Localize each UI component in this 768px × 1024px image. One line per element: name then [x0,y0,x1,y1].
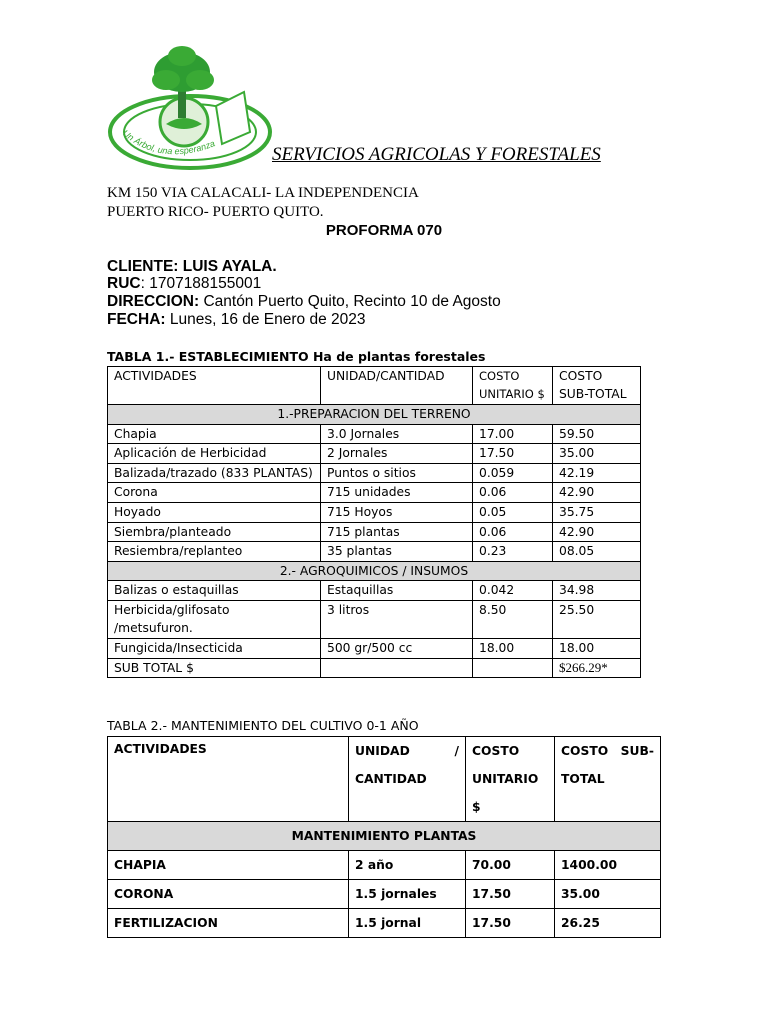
header-cell: UNIDAD/CANTIDAD [321,367,473,405]
table-cell: 0.06 [473,483,553,503]
table-cell: 1.5 jornales [349,880,466,909]
table-cell: 34.98 [553,581,641,601]
table-cell: 0.059 [473,463,553,483]
table-cell: Balizas o estaquillas [108,581,321,601]
table-cell: 08.05 [553,542,641,562]
header-cell: UNIDAD / CANTIDAD [349,737,466,822]
table-cell: 35.00 [555,880,661,909]
table-cell: Hoyado [108,502,321,522]
table-cell: 3 litros [321,600,473,638]
table-cell: 0.23 [473,542,553,562]
table-header-row [108,737,661,822]
table-cell: FERTILIZACION [108,909,349,938]
table-row [108,424,641,444]
table-cell: Aplicación de Herbicidad [108,444,321,464]
header-cell: COSTO SUB-TOTAL [553,367,641,405]
table-cell: 1400.00 [555,851,661,880]
table-cell: 35.75 [553,502,641,522]
subtotal-label: SUB TOTAL $ [108,658,321,678]
table-row [108,542,641,562]
header-cell: ACTIVIDADES [108,367,321,405]
table-row [108,880,661,909]
table-cell: Herbicida/glifosato /metsufuron. [108,600,321,638]
table-cell: 715 Hoyos [321,502,473,522]
table-cell: 18.00 [553,638,641,658]
table-cell: Chapia [108,424,321,444]
address-line-2: PUERTO RICO- PUERTO QUITO. [107,204,324,220]
table-row [108,909,661,938]
header-cell: COSTO SUB- TOTAL [555,737,661,822]
client-name: CLIENTE: LUIS AYALA. [107,258,277,275]
table-header-row [108,367,641,405]
table-cell: Resiembra/replanteo [108,542,321,562]
table-cell: 59.50 [553,424,641,444]
table-mantenimiento [107,736,661,938]
table-cell: 2 año [349,851,466,880]
section1-rows [108,424,641,561]
table-cell: 500 gr/500 cc [321,638,473,658]
table-cell: 35.00 [553,444,641,464]
table-cell: Estaquillas [321,581,473,601]
logo-slogan: Un Árbol, una esperanza [120,127,217,157]
table-row [108,600,641,638]
table-cell: Fungicida/Insecticida [108,638,321,658]
header-cell: COSTO UNITARIO $ [466,737,555,822]
table-cell: 0.06 [473,522,553,542]
table-cell: 0.05 [473,502,553,522]
table-cell: 3.0 Jornales [321,424,473,444]
section-row: 1.-PREPARACION DEL TERRENO [108,405,641,425]
table-row [108,444,641,464]
section-row: 2.- AGROQUIMICOS / INSUMOS [108,561,641,581]
table-cell: 2 Jornales [321,444,473,464]
table-establecimiento [107,366,641,678]
table-cell: 42.19 [553,463,641,483]
table-cell: 715 plantas [321,522,473,542]
address-line-1: KM 150 VIA CALACALI- LA INDEPENDENCIA [107,185,419,201]
table1-caption: TABLA 1.- ESTABLECIMIENTO Ha de plantas forestales [107,349,486,364]
table-cell: 35 plantas [321,542,473,562]
section2-rows [108,581,641,658]
client-ruc: RUC: 1707188155001 [107,275,262,292]
table-cell: 26.25 [555,909,661,938]
table-cell: 17.00 [473,424,553,444]
client-fecha: FECHA: Lunes, 16 de Enero de 2023 [107,311,366,328]
table-cell: CORONA [108,880,349,909]
table-cell: Siembra/planteado [108,522,321,542]
table-row [108,463,641,483]
table-cell: 17.50 [466,880,555,909]
table-row [108,638,641,658]
table-cell: Balizada/trazado (833 PLANTAS) [108,463,321,483]
table-row [108,581,641,601]
company-name: SERVICIOS AGRICOLAS Y FORESTALES [272,144,601,165]
table-cell: CHAPIA [108,851,349,880]
table-cell: 25.50 [553,600,641,638]
subtotal-value: $266.29* [553,658,641,678]
table-cell: 17.50 [473,444,553,464]
header-cell: ACTIVIDADES [108,737,349,822]
table-cell: Puntos o sitios [321,463,473,483]
table-row [108,851,661,880]
company-logo [104,42,276,170]
subtotal-row [108,658,641,678]
table-cell: 8.50 [473,600,553,638]
table-row [108,483,641,503]
maintenance-rows [108,851,661,938]
table-cell: 42.90 [553,522,641,542]
table-cell: 0.042 [473,581,553,601]
table2-caption: TABLA 2.- MANTENIMIENTO DEL CULTIVO 0-1 AÑO [107,718,419,733]
proforma-title: PROFORMA 070 [325,222,443,239]
table-row [108,522,641,542]
table-cell: 70.00 [466,851,555,880]
table-cell: 17.50 [466,909,555,938]
section-row: MANTENIMIENTO PLANTAS [108,822,661,851]
table-row [108,502,641,522]
table-cell: 18.00 [473,638,553,658]
table-cell: Corona [108,483,321,503]
table-cell: 42.90 [553,483,641,503]
client-direccion: DIRECCION: Cantón Puerto Quito, Recinto 10 de Agosto [107,293,501,310]
table-cell: 1.5 jornal [349,909,466,938]
header-cell: COSTO UNITARIO $ [473,367,553,405]
table-cell: 715 unidades [321,483,473,503]
